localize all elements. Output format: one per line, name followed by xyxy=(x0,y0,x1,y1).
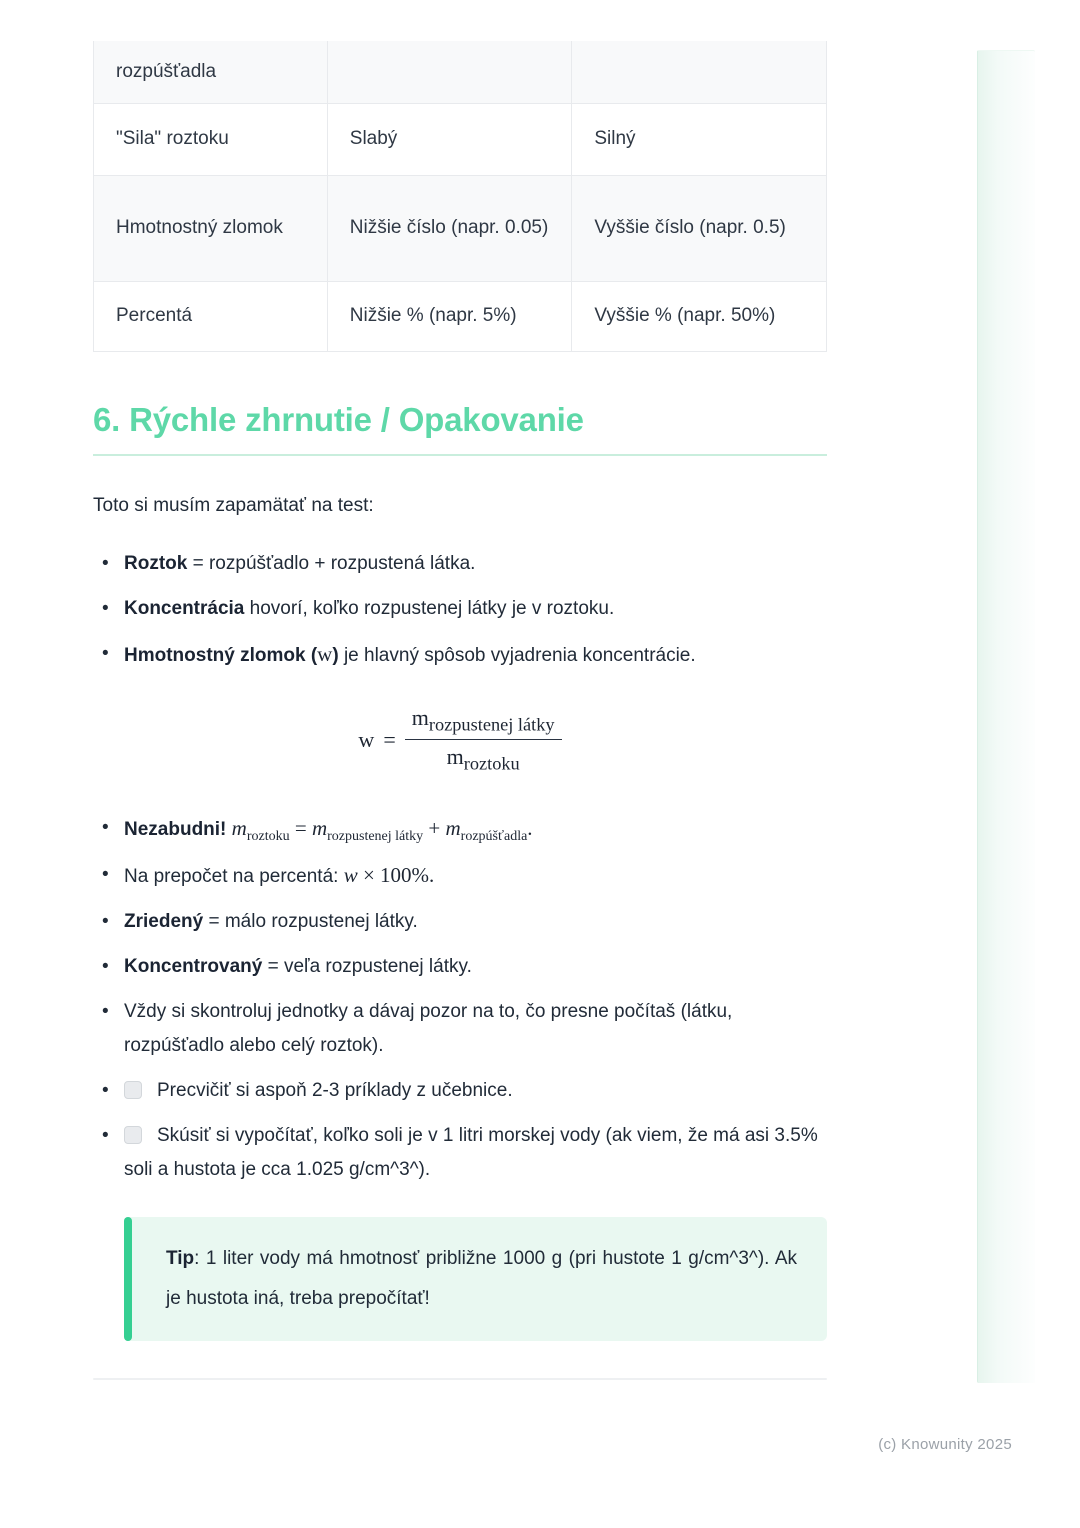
fraction-denominator xyxy=(447,740,520,774)
mass-fraction-formula xyxy=(93,705,827,775)
math-m-roztoku: m xyxy=(231,815,247,840)
table-cell xyxy=(572,41,827,103)
table-cell: Vyššie číslo (napr. 0.5) xyxy=(572,175,827,281)
todo-item-vypocitat xyxy=(93,1119,827,1187)
bullet-bold-term: Koncentrácia xyxy=(124,597,245,619)
bullet-text: hovorí, koľko rozpustenej látky je v roztoku. xyxy=(244,597,615,619)
table-row xyxy=(94,41,827,103)
todo-text: Skúsiť si vypočítať, koľko soli je v 1 litri morskej vody (ak viem, že má asi 3.5% soli a hustota je cca 1.025 g/cm^3^). xyxy=(124,1124,818,1180)
math-sub-rozpustenej: rozpustenej látky xyxy=(327,828,424,844)
table-row xyxy=(94,281,827,351)
copyright-notice: (c) Knowunity 2025 xyxy=(878,1436,1012,1453)
math-variable-w: w xyxy=(343,862,358,887)
math-equals: = xyxy=(289,815,312,840)
comparison-table xyxy=(93,41,827,352)
tip-label: Tip xyxy=(166,1247,195,1269)
math-m-rozpustadla: m xyxy=(445,815,461,840)
tip-text: : 1 liter vody má hmotnosť približne 1000 g (pri hustote 1 g/cm^3^). Ak je hustota iná, treba prepočítať! xyxy=(166,1247,797,1309)
math-times-100: × 100%. xyxy=(357,862,435,887)
section-heading: 6. Rýchle zhrnutie / Opakovanie xyxy=(93,401,827,456)
summary-list xyxy=(93,547,827,673)
table-cell: rozpúšťadla xyxy=(94,41,328,103)
math-sub-roztoku: roztoku xyxy=(246,828,290,844)
formula-lhs: w xyxy=(358,726,375,752)
fraction-numerator xyxy=(405,705,562,740)
table-cell: Percentá xyxy=(94,281,328,351)
denominator-subscript: roztoku xyxy=(463,753,520,774)
decorative-side-strip xyxy=(977,50,1035,1383)
math-m-rozpustenej: m xyxy=(311,815,328,840)
bullet-nezabudni xyxy=(93,811,827,847)
document-content xyxy=(93,0,827,1380)
inline-mass-equation xyxy=(231,815,533,844)
checkbox[interactable] xyxy=(124,1126,142,1144)
bullet-bold-term: Roztok xyxy=(124,552,188,574)
denominator-base: m xyxy=(446,744,464,770)
table-cell: Silný xyxy=(572,103,827,175)
math-variable-w: w xyxy=(317,641,333,666)
tip-accent-bar xyxy=(124,1217,132,1341)
table-cell: "Sila" roztoku xyxy=(94,103,328,175)
bullet-text: = veľa rozpustenej látky. xyxy=(262,955,472,977)
bullet-prepocet-percenta xyxy=(93,858,827,894)
table-row xyxy=(94,175,827,281)
bullet-roztok xyxy=(93,547,827,581)
intro-text: Toto si musím zapamätať na test: xyxy=(93,494,374,516)
formula-equals: = xyxy=(383,726,396,752)
bullet-zriedeny xyxy=(93,905,827,939)
table-cell: Hmotnostný zlomok xyxy=(94,175,328,281)
tip-callout xyxy=(124,1217,827,1341)
bullet-text: = rozpúšťadlo + rozpustená látka. xyxy=(187,552,476,574)
numerator-subscript: rozpustenej látky xyxy=(428,714,555,735)
table-cell: Vyššie % (napr. 50%) xyxy=(572,281,827,351)
bullet-text: Na prepočet na percentá: xyxy=(124,865,344,887)
summary-list xyxy=(93,811,827,1187)
table-cell: Nižšie číslo (napr. 0.05) xyxy=(327,175,572,281)
bullet-bold-term: Zriedený xyxy=(124,910,204,932)
checkbox[interactable] xyxy=(124,1081,142,1099)
table-row xyxy=(94,103,827,175)
bullet-skontroluj-jednotky xyxy=(93,995,827,1063)
bullet-bold-term: Hmotnostný zlomok ( xyxy=(124,644,318,666)
bullet-text: Vždy si skontroluj jednotky a dávaj pozor na to, čo presne počítaš (látku, rozpúšťadlo alebo celý roztok). xyxy=(124,1000,733,1056)
formula-fraction xyxy=(405,705,562,775)
bullet-bold-term: Nezabudni! xyxy=(124,818,227,840)
bullet-hmotnostny-zlomok xyxy=(93,637,827,673)
todo-text: Precvičiť si aspoň 2-3 príklady z učebnice. xyxy=(157,1079,513,1101)
math-sub-rozpustadla: rozpúšťadla xyxy=(460,828,528,844)
bullet-bold-term: Koncentrovaný xyxy=(124,955,263,977)
todo-item-precvicit xyxy=(93,1074,827,1108)
table-cell: Nižšie % (napr. 5%) xyxy=(327,281,572,351)
numerator-base: m xyxy=(411,704,429,730)
math-period: . xyxy=(527,815,533,840)
bullet-bold-term: ) xyxy=(332,644,339,666)
inline-math-percent xyxy=(344,863,435,887)
bullet-text: je hlavný spôsob vyjadrenia koncentrácie. xyxy=(338,644,696,666)
bullet-koncentracia xyxy=(93,592,827,626)
table-cell: Slabý xyxy=(327,103,572,175)
bullet-koncentrovany xyxy=(93,950,827,984)
math-plus: + xyxy=(423,815,446,840)
table-cell xyxy=(327,41,572,103)
horizontal-divider xyxy=(93,1378,827,1380)
bullet-text: = málo rozpustenej látky. xyxy=(203,910,418,932)
